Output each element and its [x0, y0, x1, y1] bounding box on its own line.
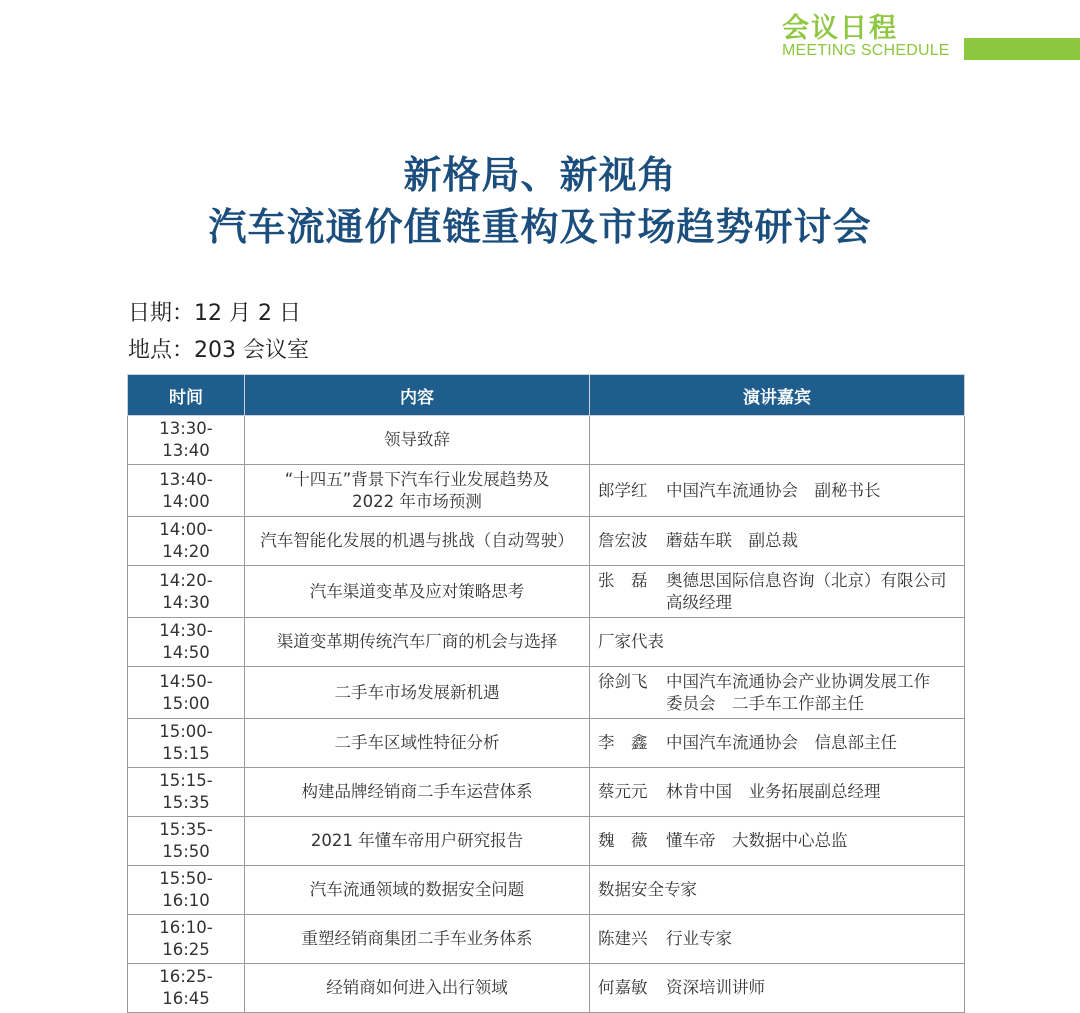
- speaker-name: 郎学红: [598, 480, 648, 500]
- speaker-name: 陈建兴: [598, 929, 648, 948]
- table-row: [128, 719, 965, 768]
- speaker-affiliation: 中国汽车流通协会 副秘书长: [666, 480, 881, 500]
- page-title-line1: 新格局、新视角: [403, 152, 677, 197]
- speaker-name: 蔡元元: [598, 782, 648, 801]
- section-tag-cn: 会议日程: [782, 13, 898, 44]
- session-speaker: [590, 719, 965, 768]
- meeting-place: 地点：203 会议室: [128, 338, 309, 363]
- column-header-content: 内容: [245, 375, 590, 416]
- meeting-date: 日期：12 月 2 日: [128, 301, 301, 326]
- table-row: [128, 817, 965, 866]
- speaker-affiliation: 蘑菇车联 副总裁: [666, 531, 798, 550]
- session-topic: 2021 年懂车帝用户研究报告: [245, 817, 590, 866]
- schedule-table: [127, 374, 965, 1013]
- session-topic: “十四五”背景下汽车行业发展趋势及 2022 年市场预测: [245, 465, 590, 517]
- session-topic: 二手车区域性特征分析: [245, 719, 590, 768]
- speaker-name: 何嘉敏: [598, 978, 648, 997]
- speaker-name: 李 鑫: [598, 733, 648, 752]
- table-row: [128, 866, 965, 915]
- table-row: [128, 416, 965, 465]
- speaker-name: 徐剑飞: [598, 671, 648, 691]
- session-topic: 二手车市场发展新机遇: [245, 667, 590, 719]
- column-header-time: 时间: [128, 375, 245, 416]
- speaker-name: 厂家代表: [598, 632, 664, 651]
- session-topic: 领导致辞: [245, 416, 590, 465]
- speaker-affiliation: 奥德思国际信息咨询（北京）有限公司 高级经理: [666, 570, 947, 612]
- speaker-affiliation: 资深培训讲师: [666, 978, 765, 997]
- session-speaker: [590, 768, 965, 817]
- session-time: 13:30-13:40: [128, 416, 245, 465]
- table-row: [128, 915, 965, 964]
- session-speaker: [590, 566, 965, 618]
- table-row: [128, 618, 965, 667]
- speaker-affiliation: 懂车帝 大数据中心总监: [666, 831, 848, 850]
- session-topic: 渠道变革期传统汽车厂商的机会与选择: [245, 618, 590, 667]
- table-row: [128, 566, 965, 618]
- session-topic: 汽车智能化发展的机遇与挑战（自动驾驶）: [245, 517, 590, 566]
- session-topic: 构建品牌经销商二手车运营体系: [245, 768, 590, 817]
- section-tag-en: MEETING SCHEDULE: [782, 42, 950, 59]
- page-title-line2: 汽车流通价值链重构及市场趋势研讨会: [208, 204, 872, 249]
- session-speaker: [590, 416, 965, 465]
- speaker-name: 数据安全专家: [598, 880, 697, 899]
- speaker-name: 魏 薇: [598, 831, 648, 850]
- session-time: 13:40-14:00: [128, 465, 245, 517]
- column-header-speaker: 演讲嘉宾: [590, 375, 965, 416]
- session-speaker: [590, 915, 965, 964]
- section-tag: [780, 6, 1080, 64]
- table-header-row: [128, 375, 965, 416]
- session-time: 14:00-14:20: [128, 517, 245, 566]
- section-tag-bar: [964, 38, 1080, 60]
- session-time: 15:15-15:35: [128, 768, 245, 817]
- session-speaker: [590, 817, 965, 866]
- session-topic: 重塑经销商集团二手车业务体系: [245, 915, 590, 964]
- table-row: [128, 768, 965, 817]
- session-topic: 汽车渠道变革及应对策略思考: [245, 566, 590, 618]
- session-speaker: [590, 866, 965, 915]
- session-speaker: [590, 964, 965, 1013]
- table-row: [128, 964, 965, 1013]
- session-speaker: [590, 517, 965, 566]
- session-speaker: [590, 667, 965, 719]
- session-time: 14:30-14:50: [128, 618, 245, 667]
- session-time: 14:50-15:00: [128, 667, 245, 719]
- speaker-name: 张 磊: [598, 570, 648, 590]
- session-time: 15:50-16:10: [128, 866, 245, 915]
- speaker-affiliation: 中国汽车流通协会产业协调发展工作 委员会 二手车工作部主任: [666, 671, 930, 713]
- session-topic: 汽车流通领域的数据安全问题: [245, 866, 590, 915]
- session-speaker: [590, 618, 965, 667]
- session-time: 15:35-15:50: [128, 817, 245, 866]
- session-topic: 经销商如何进入出行领域: [245, 964, 590, 1013]
- speaker-affiliation: 林肯中国 业务拓展副总经理: [666, 782, 881, 801]
- table-row: [128, 465, 965, 517]
- session-time: 16:25-16:45: [128, 964, 245, 1013]
- speaker-name: 詹宏波: [598, 531, 648, 550]
- session-time: 14:20-14:30: [128, 566, 245, 618]
- schedule-body: [128, 416, 965, 1013]
- session-time: 16:10-16:25: [128, 915, 245, 964]
- speaker-affiliation: 中国汽车流通协会 信息部主任: [666, 733, 897, 752]
- session-time: 15:00-15:15: [128, 719, 245, 768]
- session-speaker: [590, 465, 965, 517]
- speaker-affiliation: 行业专家: [666, 929, 732, 948]
- table-row: [128, 517, 965, 566]
- table-row: [128, 667, 965, 719]
